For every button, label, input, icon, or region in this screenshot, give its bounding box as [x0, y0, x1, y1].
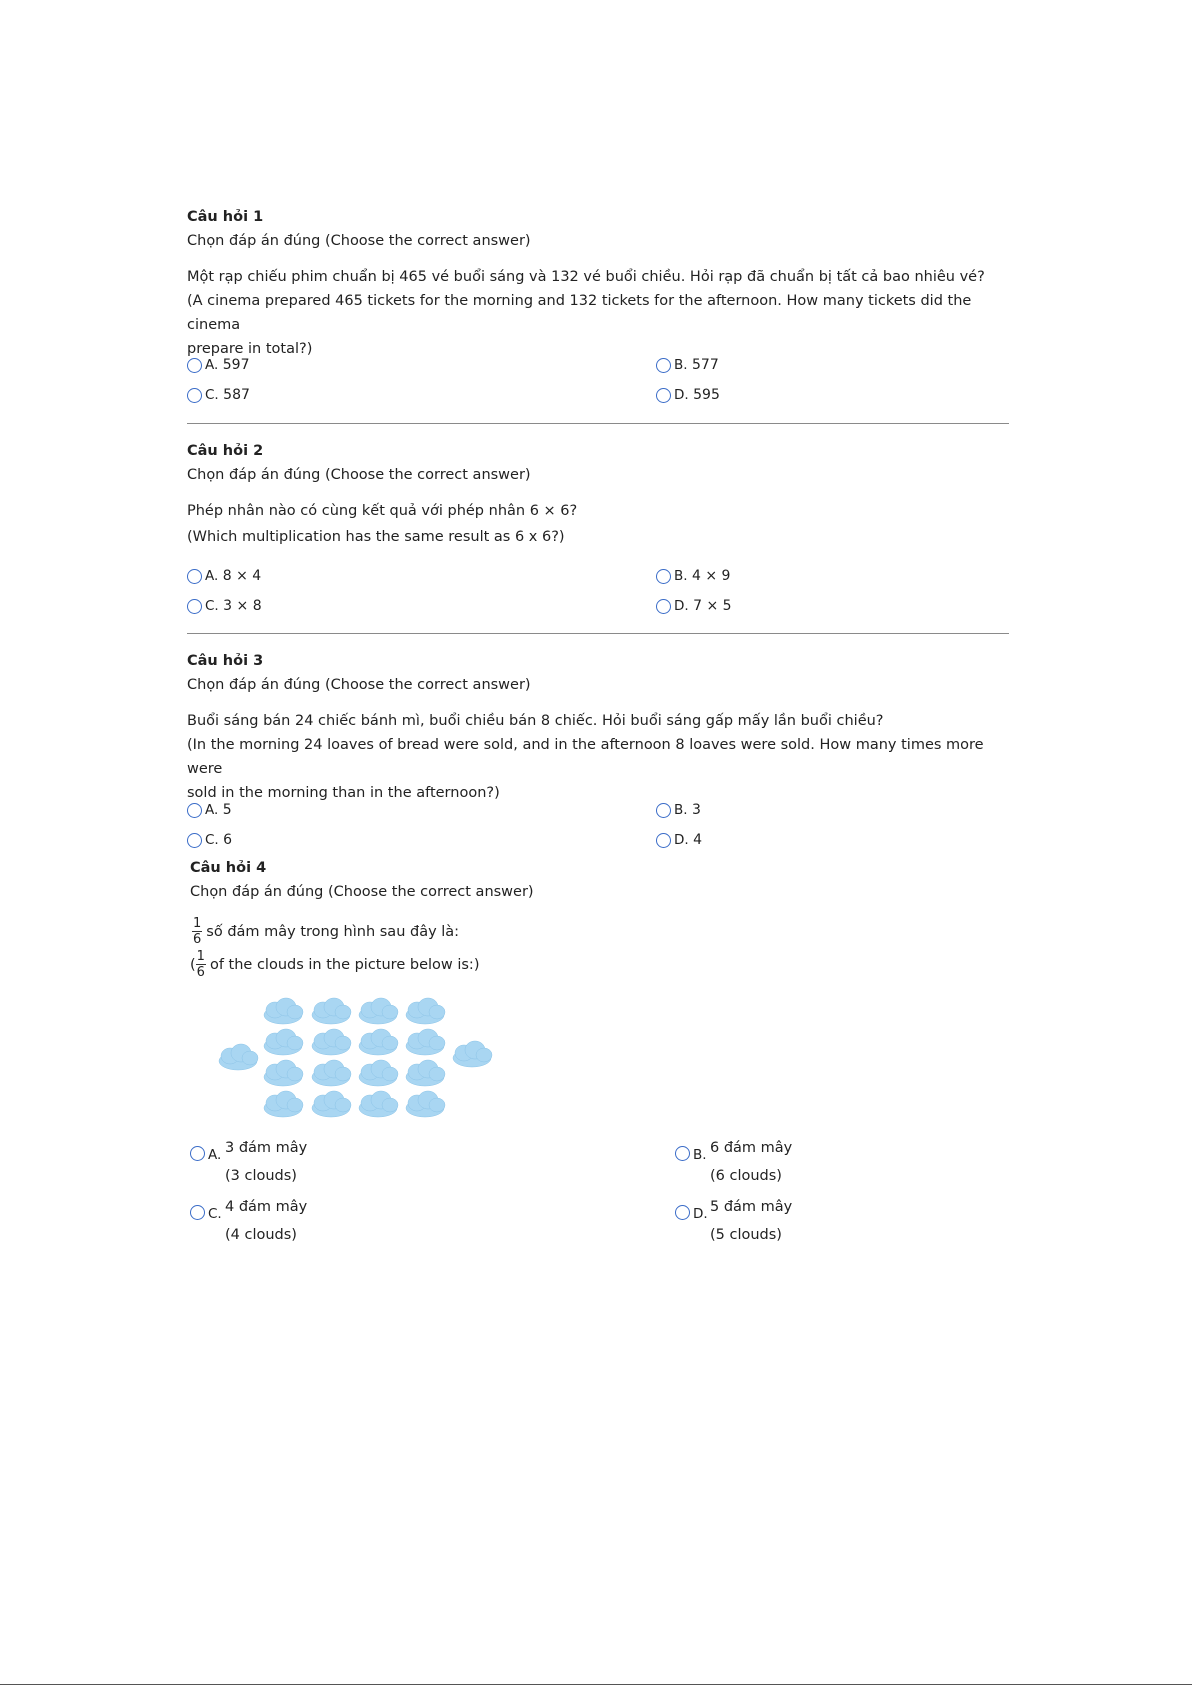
cloud-icon — [406, 1029, 445, 1055]
radio-button[interactable] — [656, 803, 671, 818]
question-4 — [190, 858, 1012, 980]
radio-button[interactable] — [187, 599, 202, 614]
radio-button[interactable] — [656, 388, 671, 403]
question-text-en: (In the morning 24 loaves of bread were sold, and in the afternoon 8 loaves were sold. How many times more were — [187, 737, 984, 777]
option-value: 4 — [693, 832, 703, 848]
cloud-icon — [264, 1029, 303, 1055]
cloud-icon — [264, 1091, 303, 1117]
separator — [187, 423, 1009, 424]
question-text-vi: Buổi sáng bán 24 chiếc bánh mì, buổi chiều bán 8 chiếc. Hỏi buổi sáng gấp mấy lần buổi chiều? — [187, 713, 884, 729]
option-value: 4 × 9 — [692, 568, 731, 584]
cloud-icon — [453, 1041, 492, 1067]
radio-button[interactable] — [656, 569, 671, 584]
question-title: Câu hỏi 4 — [190, 860, 267, 876]
option-c[interactable]: C. 4 đám mây (4 clouds) — [190, 1193, 390, 1249]
option-value-vi: 3 đám mây — [225, 1140, 308, 1156]
separator — [187, 633, 1009, 634]
radio-button[interactable] — [656, 599, 671, 614]
option-d[interactable]: D. 4 — [656, 831, 702, 849]
radio-button[interactable] — [190, 1205, 205, 1220]
question-title: Câu hỏi 2 — [187, 443, 264, 459]
option-value: 7 × 5 — [693, 598, 732, 614]
cloud-icon — [312, 1029, 351, 1055]
cloud-icon — [264, 1060, 303, 1086]
option-d[interactable]: D. 5 đám mây (5 clouds) — [675, 1193, 875, 1249]
option-value: 5 — [222, 802, 232, 818]
question-instruction: Chọn đáp án đúng (Choose the correct answer) — [190, 884, 534, 900]
radio-button[interactable] — [187, 358, 202, 373]
cloud-icon — [359, 1091, 398, 1117]
option-b[interactable]: B. 577 — [656, 356, 719, 374]
cloud-icon — [406, 1091, 445, 1117]
question-3 — [187, 651, 1009, 805]
fraction: $\frac{1}{6}$ — [193, 916, 202, 947]
fraction: $\frac{1}{6}$ — [196, 949, 205, 980]
option-value: 6 — [223, 832, 233, 848]
option-value: 587 — [223, 387, 250, 403]
option-a[interactable]: A. 3 đám mây (3 clouds) — [190, 1134, 390, 1190]
option-a[interactable]: A. 8 × 4 — [187, 567, 261, 585]
option-value: 597 — [222, 357, 250, 373]
question-1 — [187, 207, 1009, 361]
option-c[interactable]: C. 3 × 8 — [187, 597, 262, 615]
radio-button[interactable] — [187, 569, 202, 584]
radio-button[interactable] — [187, 833, 202, 848]
option-value-en: (5 clouds) — [710, 1227, 782, 1243]
radio-button[interactable] — [187, 803, 202, 818]
question-instruction: Chọn đáp án đúng (Choose the correct answer) — [187, 677, 531, 693]
question-text-en-cont: sold in the morning than in the afternoon?) — [187, 785, 500, 801]
question-2 — [187, 441, 1009, 549]
question-title: Câu hỏi 1 — [187, 209, 264, 225]
radio-button[interactable] — [656, 358, 671, 373]
option-value: 8 × 4 — [222, 568, 262, 584]
option-value-en: (3 clouds) — [225, 1168, 297, 1184]
cloud-icon — [406, 1060, 445, 1086]
option-a[interactable]: A. 597 — [187, 356, 249, 374]
option-d[interactable]: D. 7 × 5 — [656, 597, 732, 615]
option-b[interactable]: B. 3 — [656, 801, 701, 819]
option-value: 3 — [692, 802, 701, 818]
option-value-vi: 6 đám mây — [710, 1140, 793, 1156]
clouds-picture — [210, 995, 500, 1120]
option-value-en: (4 clouds) — [225, 1227, 297, 1243]
cloud-icon — [359, 1029, 398, 1055]
option-a[interactable]: A. 5 — [187, 801, 232, 819]
cloud-group — [219, 998, 492, 1117]
cloud-icon — [359, 998, 398, 1024]
cloud-icon — [312, 1060, 351, 1086]
cloud-icon — [312, 998, 351, 1024]
option-b[interactable]: B. 6 đám mây (6 clouds) — [675, 1134, 875, 1190]
question-text-en: (Which multiplication has the same result as 6 x 6?) — [187, 529, 565, 545]
option-value-vi: 4 đám mây — [225, 1199, 308, 1215]
radio-button[interactable] — [187, 388, 202, 403]
cloud-icon — [406, 998, 445, 1024]
question-title: Câu hỏi 3 — [187, 653, 264, 669]
radio-button[interactable] — [675, 1205, 690, 1220]
question-text-vi: $\frac{1}{6}$ số đám mây trong hình sau đây là: — [193, 916, 460, 947]
cloud-icon — [312, 1091, 351, 1117]
question-text-vi: Một rạp chiếu phim chuẩn bị 465 vé buổi sáng và 132 vé buổi chiều. Hỏi rạp đã chuẩn bị tất cả bao nhiêu vé? — [187, 269, 985, 285]
option-c[interactable]: C. 6 — [187, 831, 232, 849]
radio-button[interactable] — [190, 1146, 205, 1161]
option-b[interactable]: B. 4 × 9 — [656, 567, 730, 585]
radio-button[interactable] — [675, 1146, 690, 1161]
question-text-en: ( $\frac{1}{6}$ of the clouds in the picture below is:) — [190, 949, 480, 980]
question-text-vi: Phép nhân nào có cùng kết quả với phép nhân 6 × 6? — [187, 503, 578, 519]
question-text-en: (A cinema prepared 465 tickets for the morning and 132 tickets for the afternoon. How many tickets did the cinema — [187, 293, 972, 333]
radio-button[interactable] — [656, 833, 671, 848]
cloud-icon — [264, 998, 303, 1024]
option-value: 3 × 8 — [223, 598, 262, 614]
question-instruction: Chọn đáp án đúng (Choose the correct answer) — [187, 233, 531, 249]
option-value: 595 — [693, 387, 720, 403]
cloud-icon — [219, 1044, 258, 1070]
option-d[interactable]: D. 595 — [656, 386, 720, 404]
cloud-icon — [359, 1060, 398, 1086]
question-text-en-cont: prepare in total?) — [187, 341, 313, 357]
option-value-en: (6 clouds) — [710, 1168, 782, 1184]
option-value-vi: 5 đám mây — [710, 1199, 793, 1215]
question-instruction: Chọn đáp án đúng (Choose the correct answer) — [187, 467, 531, 483]
option-c[interactable]: C. 587 — [187, 386, 250, 404]
option-value: 577 — [692, 357, 719, 373]
